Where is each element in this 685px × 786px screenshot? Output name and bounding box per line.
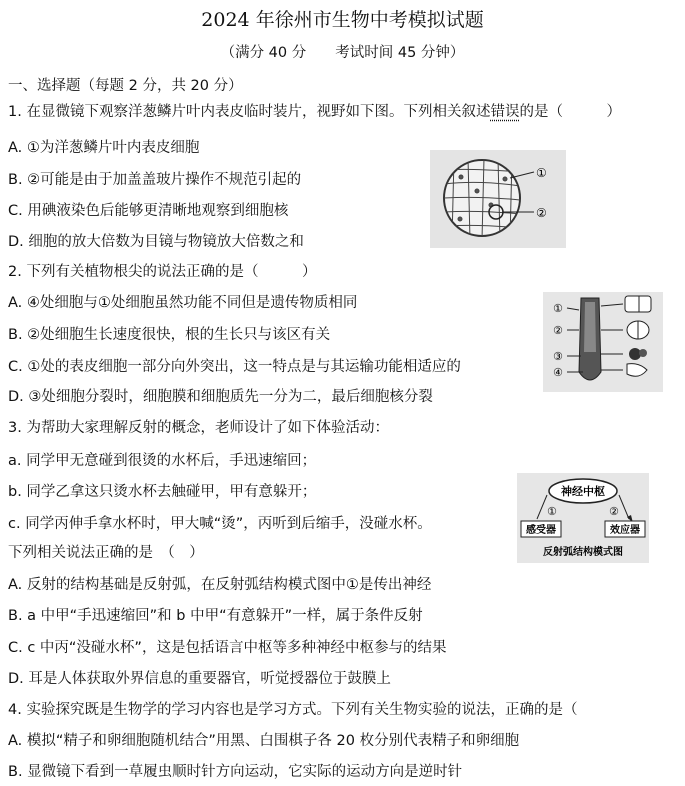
- q2-option-c: C. ①处的表皮细胞一部分向外突出，这一特点是与其运输功能相适应的: [8, 359, 461, 375]
- q2-option-d: D. ③处细胞分裂时，细胞膜和细胞质先一分为二，最后细胞核分裂: [8, 389, 433, 405]
- section-heading: 一、选择题（每题 2 分，共 20 分）: [8, 78, 243, 94]
- q3-activity-a: a. 同学甲无意碰到很烫的水杯后，手迅速缩回；: [8, 453, 317, 469]
- reflex-arc-svg: [517, 473, 649, 563]
- q1-stem: [8, 102, 621, 122]
- exam-title: 2024 年徐州市生物中考模拟试题: [201, 9, 484, 31]
- q3-option-a: A. 反射的结构基础是反射弧，在反射弧结构模式图中①是传出神经: [8, 577, 432, 593]
- q2-option-b: B. ②处细胞生长速度很快，根的生长只与该区有关: [8, 327, 331, 343]
- q3-option-d: D. 耳是人体获取外界信息的重要器官，听觉授器位于鼓膜上: [8, 671, 391, 687]
- onion-cells-svg: [430, 150, 566, 248]
- q2-option-a: A. ④处细胞与①处细胞虽然功能不同但是遗传物质相同: [8, 295, 358, 311]
- q1-option-b: B. ②可能是由于加盖盖玻片操作不规范引起的: [8, 172, 302, 188]
- q2-figure-label-4: ④: [553, 366, 563, 379]
- q4-stem: 4. 实验探究既是生物学的学习内容也是学习方式。下列有关生物实验的说法，正确的是（: [8, 702, 578, 718]
- reflex-caption: 反射弧结构模式图: [543, 547, 623, 558]
- reflex-mark-1: ①: [547, 505, 557, 518]
- q1-stem-emphasis: 错误: [490, 104, 520, 120]
- reflex-effector-label: 效应器: [610, 525, 640, 536]
- q2-figure-label-1: ①: [553, 302, 563, 315]
- q1-figure-label-2: ②: [536, 206, 547, 220]
- reflex-mark-2: ②: [609, 505, 619, 518]
- reflex-receptor-label: 感受器: [526, 525, 556, 536]
- q1-option-a: A. ①为洋葱鳞片叶内表皮细胞: [8, 140, 200, 156]
- q3-stem: 3. 为帮助大家理解反射的概念，老师设计了如下体验活动：: [8, 420, 389, 436]
- q3-option-c: C. c 中丙“没碰水杯”，这是包括语言中枢等多种神经中枢参与的结果: [8, 640, 447, 656]
- q3-activity-c: c. 同学丙伸手拿水杯时，甲大喊“烫”，丙听到后缩手，没碰水杯。: [8, 516, 432, 532]
- onion-epidermis-figure: [430, 150, 566, 248]
- q1-option-c: C. 用碘液染色后能够更清晰地观察到细胞核: [8, 203, 289, 219]
- q2-figure-label-2: ②: [553, 324, 563, 337]
- root-tip-svg: [543, 292, 663, 392]
- q1-option-d: D. 细胞的放大倍数为目镜与物镜放大倍数之和: [8, 234, 304, 250]
- q4-option-b: B. 显微镜下看到一草履虫顺时针方向运动，它实际的运动方向是逆时针: [8, 764, 463, 780]
- reflex-center-label: 神经中枢: [561, 485, 605, 498]
- q1-stem-post: 的是（ ）: [519, 104, 621, 120]
- q2-figure-label-3: ③: [553, 350, 563, 363]
- reflex-arc-figure: [517, 473, 649, 563]
- q4-option-a: A. 模拟“精子和卵细胞随机结合”用黑、白围棋子各 20 枚分别代表精子和卵细胞: [8, 733, 520, 749]
- root-tip-figure: [543, 292, 663, 392]
- q1-stem-pre: 1. 在显微镜下观察洋葱鳞片叶内表皮临时装片，视野如下图。下列相关叙述: [8, 104, 491, 120]
- exam-subtitle: （满分 40 分 考试时间 45 分钟）: [220, 45, 465, 61]
- q3-question: 下列相关说法正确的是 （ ）: [8, 545, 204, 561]
- q3-option-b: B. a 中甲“手迅速缩回”和 b 中甲“有意躲开”一样，属于条件反射: [8, 608, 423, 624]
- q2-stem: 2. 下列有关植物根尖的说法正确的是（ ）: [8, 264, 317, 280]
- q3-activity-b: b. 同学乙拿这只烫水杯去触碰甲，甲有意躲开；: [8, 484, 317, 500]
- q1-figure-label-1: ①: [536, 166, 547, 180]
